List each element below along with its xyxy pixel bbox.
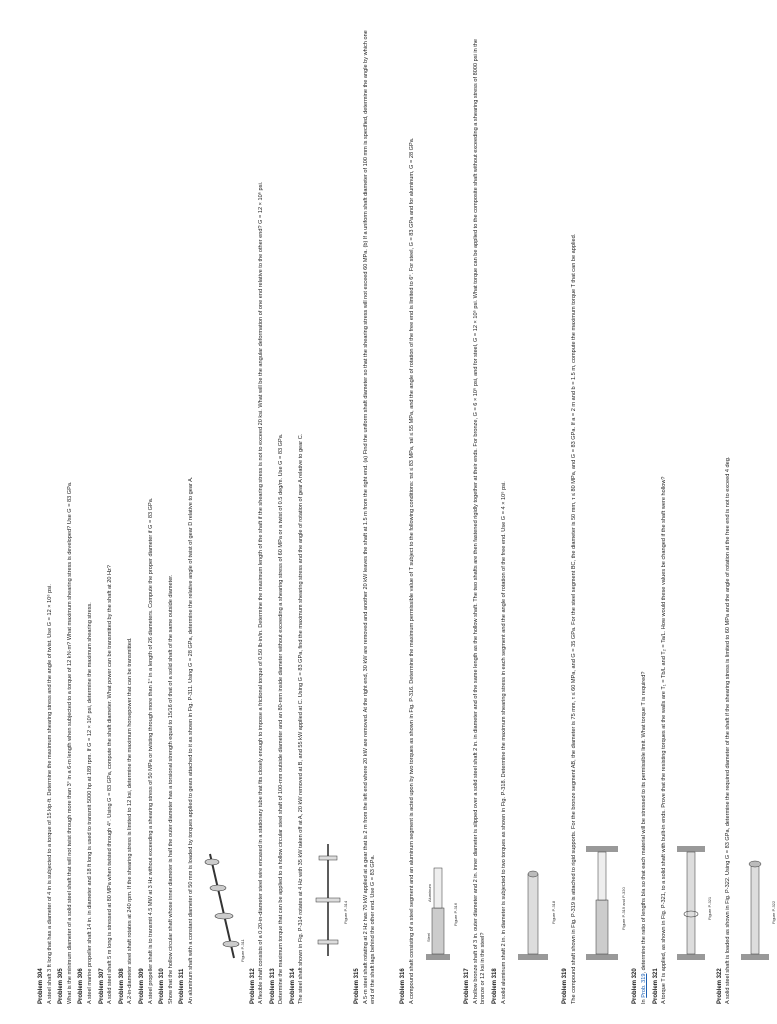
problem-title: Problem 306: [78, 968, 85, 1004]
problem-text: A 5-m steel shaft rotating at 2 Hz has 70 kW applied at a gear that is 2 m from the left end where 20 kW are removed. At the right end, 30 kW are removed and another 20 kW leaves the shaft at 1.5 m from the right end. (a) Find the uniform shaft diameter so that the shearing stress will not exceed 60 MPa. (b) If a uniform shaft diameter of 100 mm is specified, determine the angle by which one end of the shaft lags behind the other end. Use G = 83 GPa.: [362, 30, 377, 1004]
figure-p322-drawing: [737, 844, 777, 964]
problem-310: [159, 24, 175, 1004]
problem-text: Show that the hollow circular shaft whose inner diameter is half the outer diameter has a torsional strength equal to 15/16 of that of a solid shaft of the same outside diameter.: [167, 574, 174, 1004]
problem-title: Problem 318: [491, 968, 498, 1004]
problem-title: Problem 311: [179, 968, 186, 1004]
problem-title: Problem 312: [249, 968, 256, 1004]
problem-text: What is the minimum diameter of a solid steel shaft that will not twist through more than 3° in a 6-m length when subjected to a torque of 12 kN·m? What maximum shearing stress is developed? Use G = 83 GPa.: [66, 481, 73, 1004]
problem-title: Problem 322: [716, 968, 723, 1004]
problem-title: Problem 314: [289, 968, 296, 1004]
problem-text: A torque T is applied, as shown in Fig. P-321, to a solid shaft with built-in ends. Prove that the resisting torques at the walls are T₁ = Tb/L and T₂ = Ta/L. How would these values be changed if the shaft were hollow?: [661, 476, 668, 1004]
problem-text: A steel propeller shaft is to transmit 4.5 MW at 3 Hz without exceeding a shearing stress of 50 MPa or twisting through more than 1° in a length of 26 diameters. Compute the proper diameter if G = 83 GPa.: [147, 497, 154, 1004]
problem-title: Problem 310: [159, 968, 166, 1004]
problem-title: Problem 305: [58, 968, 65, 1004]
problem-304: [38, 24, 54, 1004]
problem-text: A steel shaft 3 ft long that has a diameter of 4 in is subjected to a torque of 15 kip·ft. Determine the maximum shearing stress and the angle of twist. Use G = 12 × 10⁶ psi.: [46, 584, 53, 1004]
figure-caption: Figure P-322: [770, 900, 776, 924]
problem-title: Problem 309: [138, 968, 145, 1004]
problem-text: A steel marine propeller shaft 14 in. in diameter and 18 ft long is used to transmit 5000 hp at 189 rpm. If G = 12 × 10⁶ psi, determine the maximum shearing stress.: [86, 602, 93, 1004]
figure-caption: Figure P-321: [706, 896, 712, 920]
figure-p314: [310, 24, 350, 964]
figure-p316-drawing: [420, 844, 460, 964]
figure-p318-drawing: [512, 844, 558, 964]
figure-caption: Figure P-311: [239, 939, 245, 962]
problem-312: [250, 24, 266, 1004]
figure-caption: Figure P-314: [343, 900, 349, 924]
problem-title: Problem 317: [464, 968, 471, 1004]
problem-text: Determine the maximum torque that can be applied to a hollow circular steel shaft of 100-mm outside diameter and an 80-mm inside diameter without exceeding a shearing stress of 60 MPa or a twist of 0.5 deg/m. Use G = 83 GPa.: [278, 433, 285, 1004]
right-column: [400, 24, 776, 1004]
figure-p321-drawing: [673, 834, 713, 964]
figure-p316: [420, 24, 460, 964]
figure-p311-drawing: [200, 834, 246, 964]
problem-306: [78, 24, 94, 1004]
problem-text: A solid aluminum shaft 2 in. in diameter is subjected to two torques as shown in Fig. P-318. Determine the maximum shearing stress in each segment and the angle of rotation of the free end. Use G = 4 × 10⁶ psi.: [500, 481, 507, 1004]
problem-text: A flexible shaft consists of a 0.20-in-diameter steel wire encased in a stationary tube that fits closely enough to impose a frictional torque of 0.50 lb·in/in. Determine the maximum length of the shaft if the shearing stress is not to exceed 20 ksi. What will be the angular deformation of one end relative to the other end? G = 12 × 10⁶ psi.: [258, 181, 265, 1004]
left-column: [38, 24, 377, 1004]
problem-title: Problem 304: [38, 968, 44, 1004]
problem-text: A 2-in-diameter steel shaft rotates at 240 rpm. If the shearing stress is limited to 12 ksi, determine the maximum horsepower that can be transmitted.: [127, 637, 134, 1004]
problem-321: [653, 24, 669, 1004]
figure-caption: Figure P-318: [551, 900, 557, 924]
problem-text-prefix: In: [640, 997, 647, 1004]
problem-title: Problem 315: [354, 968, 361, 1004]
problem-title: Problem 308: [118, 968, 125, 1004]
problem-title: Problem 307: [98, 968, 105, 1004]
problem-317: [464, 24, 488, 1004]
figure-p321: [673, 24, 713, 964]
problem-318: [492, 24, 508, 1004]
figure-p322: [737, 24, 777, 964]
problem-text: An aluminum shaft with a constant diameter of 50 mm is loaded by torques applied to gears attached to it as shown in Fig. P-311. Using G = 28 GPa, determine the relative angle of twist of gear D relative to gear A.: [187, 476, 194, 1004]
problem-309: [139, 24, 155, 1004]
problem-311: [179, 24, 195, 1004]
problem-314: [290, 24, 306, 1004]
problem-316: [400, 24, 416, 1004]
problem-320: [632, 24, 648, 1004]
figure-p319: [582, 24, 628, 964]
problem-title: Problem 319: [562, 968, 569, 1004]
problem-319: [562, 24, 578, 1004]
problem-322: [717, 24, 733, 1004]
problem-text: A solid steel shaft 5 m long is stressed at 80 MPa when twisted through 4°. Using G = 83 GPa, compute the shaft diameter. What power can be transmitted by the shaft at 20 Hz?: [107, 565, 114, 1004]
figure-p311: [200, 24, 246, 964]
problem-text: A compound shaft consisting of a steel segment and an aluminum segment is acted upon by two torques as shown in Fig. P-316. Determine the maximum permissible value of T subject to the following conditions: τst ≤ 83 MPa, τal ≤ 55 MPa, and the angle of rotation of the free end is limited to 6°. For steel, G = 83 GPa and for aluminum, G = 28 GPa.: [408, 137, 415, 1004]
problem-text: A hollow bronze shaft of 3 in. outer diameter and 2 in. inner diameter is slipped over a solid steel shaft 2 in. in diameter and of the same length as the hollow shaft. The two shafts are then fastened rigidly together at their ends. For bronze, G = 6 × 10⁶ psi, and for steel, G = 12 × 10⁶ psi. What torque can be applied to the composite shaft without exceeding a shearing stress of 8000 psi in the bronze or 12 ksi in the steel?: [472, 38, 487, 1004]
problem-319-link[interactable]: Prob. 319: [640, 973, 647, 998]
problem-text: A solid steel shaft is loaded as shown in Fig. P-322. Using G = 83 GPa, determine the required diameter of the shaft if the shearing stress is limited to 60 MPa and the angle of rotation at the free end is not to exceed 4 deg.: [725, 456, 732, 1004]
problem-title: Problem 321: [652, 968, 659, 1004]
figure-p318: [512, 24, 558, 964]
problem-313: [270, 24, 286, 1004]
problem-text-body: , determine the ratio of lengths b/a so that each material will be stressed to its permissible limit. What torque T is required?: [640, 671, 647, 974]
problem-308: [119, 24, 135, 1004]
problem-title: Problem 313: [269, 968, 276, 1004]
figure-p314-drawing: [310, 834, 350, 964]
problem-307: [99, 24, 115, 1004]
problem-text: [641, 24, 649, 1004]
figure-caption: Figure P-319 and P-320: [621, 887, 627, 930]
figure-label-aluminum: Aluminum: [427, 884, 433, 902]
problem-title: Problem 316: [400, 968, 406, 1004]
problem-305: [58, 24, 74, 1004]
figure-caption: Figure P-316: [453, 902, 459, 926]
problem-title: Problem 320: [632, 968, 639, 1004]
figure-label-steel: Steel: [426, 932, 432, 942]
problem-315: [354, 24, 378, 1004]
figure-p319-drawing: [582, 834, 628, 964]
problem-text: The compound shaft shown in Fig. P-319 is attached to rigid supports. For the bronze segment AB, the diameter is 75 mm, τ ≤ 60 MPa, and G = 35 GPa. For the steel segment BC, the diameter is 50 mm, τ ≤ 80 MPa, and G = 83 GPa. If a = 2 m and b = 1.5 m, compute the maximum torque T that can be applied.: [570, 233, 577, 1004]
problem-text: The steel shaft shown in Fig. P-314 rotates at 4 Hz with 35 kW taken off at A, 20 kW removed at B, and 55 kW applied at C. Using G = 83 GPa, find the maximum shearing stress and the angle of rotation of gear A relative to gear C.: [298, 433, 305, 1004]
